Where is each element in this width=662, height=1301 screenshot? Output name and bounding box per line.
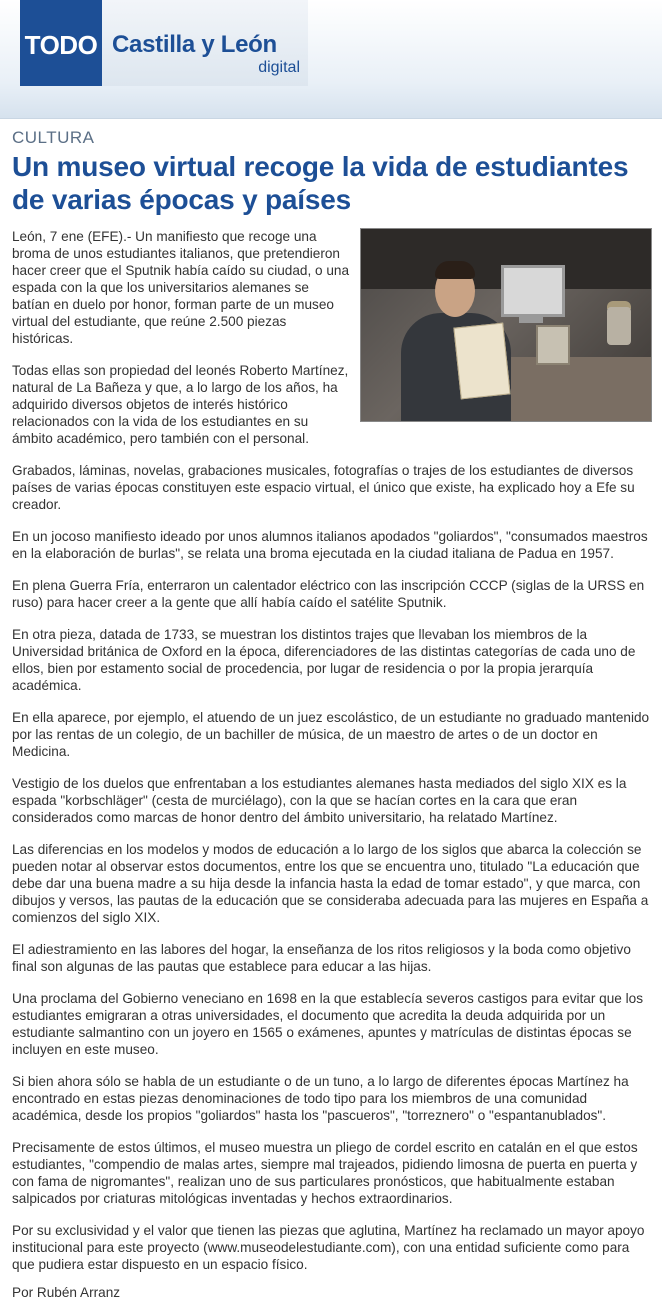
logo-main-text: Castilla y León (112, 31, 277, 58)
logo-todo-block: TODO (20, 0, 102, 86)
photo-person-hair (435, 261, 475, 279)
article-byline: Por Rubén Arranz (12, 1285, 121, 1300)
article-paragraph: El adiestramiento en las labores del hogar, la enseñanza de los ritos religiosos y la boda como objetivo final son algunas de las pautas que establece para educar a las hijas. (12, 942, 631, 974)
article (12, 128, 652, 1301)
photo-frame (536, 325, 570, 365)
photo-stein (607, 307, 631, 345)
article-paragraph: En otra pieza, datada de 1733, se muestran los distintos trajes que llevaban los miembros de la Universidad británica de Oxford en la época, diferenciadores de las distintas categorías de cada uno de ellos, bien por estamento social de procedencia, por lugar de residencia o por la propia jerarquía académica. (12, 627, 636, 693)
photo-monitor (501, 265, 565, 317)
article-paragraph: Las diferencias en los modelos y modos de educación a lo largo de los siglos que abarca la colección se pueden notar al observar estos documentos, entre los que se encuentra uno, titulado "La educación que debe dar una buena madre a su hija desde la infancia hasta la edad de tomar estado", y que marca, con dibujos y versos, las pautas de la educación que se consideraba adecuada para las mujeres en España a comienzos del siglo XIX. (12, 842, 649, 925)
article-paragraph: Por su exclusividad y el valor que tienen las piezas que aglutina, Martínez ha reclamado un mayor apoyo institucional para este proyecto (www.museodelestudiante.com), con una entidad suficiente como para que pudiera estar dispuesto en un espacio físico. (12, 1223, 645, 1272)
article-paragraph: Vestigio de los duelos que enfrentaban a los estudiantes alemanes hasta mediados del siglo XIX es la espada "korbschläger" (cesta de murciélago), con la que se hacían cortes en la cara que eran considerados como marcas de honor dentro del ámbito universitario, ha relatado Martínez. (12, 776, 627, 825)
site-logo[interactable] (20, 0, 308, 86)
site-header (0, 0, 662, 119)
article-paragraph: En ella aparece, por ejemplo, el atuendo de un juez escolástico, de un estudiante no graduado mantenido por las rentas de un colegio, de un bachiller de música, de un maestro de artes o de un doctor en Medicina. (12, 710, 650, 759)
photo-monitor-base (519, 315, 543, 323)
article-paragraph: Todas ellas son propiedad del leonés Roberto Martínez, natural de La Bañeza y que, a lo largo de los años, ha adquirido diversos objetos de interés histórico relacionados con la vida de los estudiantes en su ámbito académico, pero también con el personal. (12, 363, 349, 446)
logo-sub-text: digital (258, 59, 300, 76)
article-paragraph: Precisamente de estos últimos, el museo muestra un pliego de cordel escrito en catalán en el que estos estudiantes, "compendio de malas artes, siempre mal trajeados, pidiendo limosna de puerta en puerta y con fama de nigromantes", realizan uno de sus particulares pronósticos, que habitualmente estaban salpicados por criaturas mitológicas inventadas y hechos extraordinarios. (12, 1140, 638, 1206)
article-paragraph: León, 7 ene (EFE).- Un manifiesto que recoge una broma de unos estudiantes italianos, que pretendieron hacer creer que el Sputnik había caído su ciudad, o una espada con la que los universitarios alemanes se batían en duelo por honor, forman parte de un museo virtual del estudiante, que reúne 2.500 piezas históricas. (12, 229, 350, 346)
article-paragraph: Una proclama del Gobierno veneciano en 1698 en la que establecía severos castigos para evitar que los estudiantes emigraran a otras universidades, el documento que acredita la deuda adquirida por un estudiante salmantino con un joyero en 1565 o exámenes, apuntes y matrículas de distintas épocas se incluyen en este museo. (12, 991, 643, 1057)
article-headline: Un museo virtual recoge la vida de estudiantes de varias épocas y países (12, 151, 629, 215)
article-paragraph: Grabados, láminas, novelas, grabaciones musicales, fotografías o trajes de los estudiantes de diversos países de varias épocas constituyen este espacio virtual, el único que existe, ha explicado hoy a Efe su creador. (12, 463, 635, 512)
article-paragraph: Si bien ahora sólo se habla de un estudiante o de un tuno, a lo largo de diferentes épocas Martínez ha encontrado en estas piezas denominaciones de todo tipo para los miembros de una comunidad académica, desde los propios "goliardos" hasta los "pascueros", "torreznero" o "espantanublados". (12, 1074, 629, 1123)
logo-text (102, 0, 308, 86)
photo-manuscript (453, 323, 510, 400)
section-label: CULTURA (12, 128, 95, 147)
article-photo (360, 228, 652, 422)
article-paragraph: En plena Guerra Fría, enterraron un calentador eléctrico con las inscripción CCCP (siglas de la URSS en ruso) para hacer creer a la gente que allí había caído el satélite Sputnik. (12, 578, 645, 610)
article-paragraph: En un jocoso manifiesto ideado por unos alumnos italianos apodados "goliardos", "consumados maestros en la elaboración de burlas", se relata una broma ejecutada en la ciudad italiana de Padua en 1957. (12, 529, 648, 561)
